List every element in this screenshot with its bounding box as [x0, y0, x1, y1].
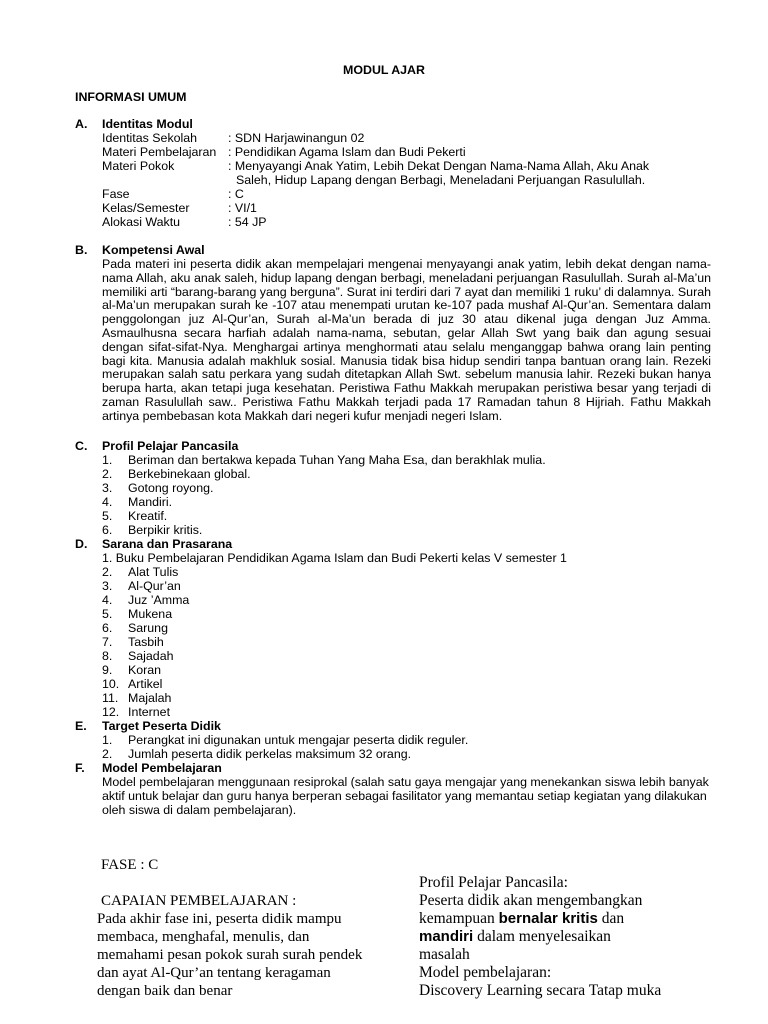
list-text: Mukena — [128, 607, 173, 621]
list-item — [102, 706, 170, 720]
list-text: Koran — [128, 663, 162, 677]
list-number: 7. — [102, 635, 113, 649]
list-item — [102, 608, 172, 622]
profil-line: Peserta didik akan mengembangkan — [419, 892, 643, 909]
profil-text: dalam menyelesaikan — [473, 928, 611, 945]
capaian-line: dengan baik dan benar — [97, 983, 233, 999]
profil-line — [419, 910, 624, 928]
profil-text: dan — [597, 910, 625, 927]
list-text: Perangkat ini digunakan untuk mengajar peserta didik reguler. — [128, 733, 469, 747]
identity-row — [102, 216, 267, 230]
list-item — [102, 454, 546, 468]
section-title: Kompetensi Awal — [102, 243, 205, 257]
list-text: Tasbih — [128, 635, 164, 649]
identity-value: : SDN Harjawinangun 02 — [228, 131, 365, 145]
list-text: Sarung — [128, 621, 168, 635]
identity-key: Fase — [102, 187, 130, 201]
list-text: Alat Tulis — [128, 565, 179, 579]
list-item — [102, 650, 173, 664]
section-title: Identitas Modul — [102, 117, 193, 131]
model-heading: Model pembelajaran: — [419, 964, 552, 981]
identity-key: Materi Pokok — [102, 159, 175, 173]
identity-key: Kelas/Semester — [102, 201, 190, 215]
list-item — [102, 636, 164, 650]
list-text: Majalah — [128, 691, 172, 705]
list-item — [102, 678, 162, 692]
model-pembelajaran-paragraph: Model pembelajaran menggunaan resiprokal (salah satu gaya mengajar yang menekankan siswa lebih banyak aktif untuk belajar dan guru hanya berperan sebagai fasilitator yang memantau setiap kegiatan yang dilakukan oleh siswa di dalam pembelajaran). — [102, 775, 709, 817]
list-text: Kreatif. — [128, 509, 168, 523]
identity-value: : 54 JP — [228, 215, 267, 229]
capaian-line: memahami pesan pokok surah surah pendek — [97, 947, 363, 963]
list-text: Artikel — [128, 677, 163, 691]
model-line: Discovery Learning secara Tatap muka — [419, 982, 662, 999]
list-number: 2. — [102, 467, 113, 481]
list-number: 1. — [102, 453, 113, 467]
info-heading: INFORMASI UMUM — [75, 90, 187, 104]
list-number: 10. — [102, 677, 120, 691]
identity-row — [102, 202, 257, 216]
profil-text: kemampuan — [419, 910, 499, 927]
list-item — [102, 566, 178, 580]
list-number: 4. — [102, 495, 113, 509]
profil-line — [419, 928, 611, 946]
list-item — [102, 496, 172, 510]
list-item — [102, 622, 168, 636]
profil-emphasis: bernalar kritis — [498, 910, 598, 927]
section-d-heading — [75, 538, 232, 552]
identity-row — [102, 146, 466, 160]
identity-key: Identitas Sekolah — [102, 131, 198, 145]
list-item: 1. Buku Pembelajaran Pendidikan Agama Islam dan Budi Pekerti kelas V semester 1 — [102, 551, 567, 565]
list-text: Berkebinekaan global. — [128, 467, 251, 481]
list-item — [102, 524, 202, 538]
list-number: 6. — [102, 523, 113, 537]
section-title: Sarana dan Prasarana — [102, 537, 233, 551]
identity-value: Saleh, Hidup Lapang dengan Berbagi, Meneladani Perjuangan Rasulullah. — [236, 173, 646, 187]
list-item — [102, 748, 411, 762]
identity-row — [102, 188, 244, 202]
list-item — [102, 482, 213, 496]
list-item — [102, 692, 171, 706]
section-letter: D. — [75, 537, 88, 551]
capaian-line: Pada akhir fase ini, peserta didik mampu — [97, 911, 342, 927]
list-number: 8. — [102, 649, 113, 663]
list-text: Al-Qur’an — [128, 579, 181, 593]
capaian-line: membaca, menghafal, menulis, dan — [97, 929, 310, 945]
profil-line: masalah — [419, 946, 470, 963]
list-number: 11. — [102, 691, 119, 705]
section-letter: B. — [75, 243, 88, 257]
section-c-heading — [75, 440, 238, 454]
list-number: 5. — [102, 509, 113, 523]
section-title: Profil Pelajar Pancasila — [102, 439, 239, 453]
section-b-heading — [75, 244, 205, 258]
profil-heading: Profil Pelajar Pancasila: — [419, 874, 568, 891]
kompetensi-awal-paragraph: Pada materi ini peserta didik akan mempelajari mengenai menyayangi anak yatim, lebih dekat dengan nama-nama Allah, aku anak saleh, hidup lapang dengan berbagi, meneladani perjuangan Rasulullah. Surah al-Ma’un memiliki arti “barang-barang yang berguna”. Surat ini terdiri dari 7 ayat dan memiliki 1 ruku’ di dalamnya. Surah al-Ma’un merupakan surah ke -107 atau menempati urutan ke-107 pada mushaf Al-Qur’an. Sementara dalam penggolongan juz Al-Qur’an, Surah al-Ma’un berada di juz 30 atau dikenal juga dengan Juz Amma. Asmaulhusna secara harfiah adalah nama-nama, sebutan, gelar Allah Swt yang baik dan agung sesuai dengan sifat-sifat-Nya. Menghargai artinya menghormati atau selalu menganggap bahwa orang lain penting bagi kita. Manusia adalah makhluk sosial. Manusia tidak bisa hidup sendiri tanpa bantuan orang lain. Rezeki merupakan salah satu perkara yang sudah ditetapkan Allah Swt. sebelum manusia lahir. Rezeki bukan hanya berupa harta, akan tetapi juga kesehatan. Peristiwa Fathu Makkah merupakan peristiwa besar yang terjadi di zaman Rasulullah saw.. Peristiwa Fathu Makkah terjadi pada 17 Ramadan tahun 8 Hijriah. Fathu Makkah artinya pembebasan kota Makkah dari negeri kufur menjadi negeri Islam. — [102, 257, 711, 423]
section-letter: A. — [75, 117, 88, 131]
section-e-heading — [75, 720, 221, 734]
list-text: Beriman dan bertakwa kepada Tuhan Yang Maha Esa, dan berakhlak mulia. — [128, 453, 546, 467]
identity-row — [102, 132, 364, 146]
list-text: Sajadah — [128, 649, 174, 663]
identity-value: : Pendidikan Agama Islam dan Budi Pekerti — [228, 145, 466, 159]
list-text: Juz ’Amma — [128, 593, 190, 607]
list-item — [102, 468, 251, 482]
list-item — [102, 734, 468, 748]
list-text: Mandiri. — [128, 495, 173, 509]
section-title: Model Pembelajaran — [102, 761, 222, 775]
list-text: Jumlah peserta didik perkelas maksimum 32 orang. — [128, 747, 412, 761]
list-text: Gotong royong. — [128, 481, 214, 495]
identity-key: Materi Pembelajaran — [102, 145, 217, 159]
identity-value: : C — [228, 187, 244, 201]
section-f-heading — [75, 762, 222, 776]
capaian-line: dan ayat Al-Qur’an tentang keragaman — [97, 965, 331, 981]
list-number: 12. — [102, 705, 120, 719]
list-number: 9. — [102, 663, 113, 677]
list-item — [102, 594, 189, 608]
section-title: Target Peserta Didik — [102, 719, 221, 733]
identity-value: : VI/1 — [228, 201, 257, 215]
capaian-heading: CAPAIAN PEMBELAJARAN : — [101, 893, 297, 909]
list-number: 5. — [102, 607, 113, 621]
list-number: 2. — [102, 747, 113, 761]
fase-label: FASE : C — [101, 857, 159, 873]
list-number: 3. — [102, 481, 113, 495]
section-letter: E. — [75, 719, 87, 733]
identity-value: : Menyayangi Anak Yatim, Lebih Dekat Dengan Nama-Nama Allah, Aku Anak — [228, 159, 650, 173]
list-number: 3. — [102, 579, 113, 593]
identity-row-continuation — [236, 174, 645, 188]
list-item — [102, 510, 167, 524]
list-number: 6. — [102, 621, 113, 635]
list-number: 1. — [102, 733, 113, 747]
list-item — [102, 664, 161, 678]
list-number: 2. — [102, 565, 113, 579]
list-number: 4. — [102, 593, 113, 607]
document-title: MODUL AJAR — [343, 63, 425, 77]
list-text: Berpikir kritis. — [128, 523, 203, 537]
section-letter: C. — [75, 439, 88, 453]
profil-emphasis: mandiri — [419, 928, 474, 945]
identity-key: Alokasi Waktu — [102, 215, 181, 229]
section-a-heading — [75, 118, 193, 132]
list-text: Internet — [128, 705, 171, 719]
identity-row — [102, 160, 649, 174]
list-item — [102, 580, 181, 594]
section-letter: F. — [75, 761, 85, 775]
